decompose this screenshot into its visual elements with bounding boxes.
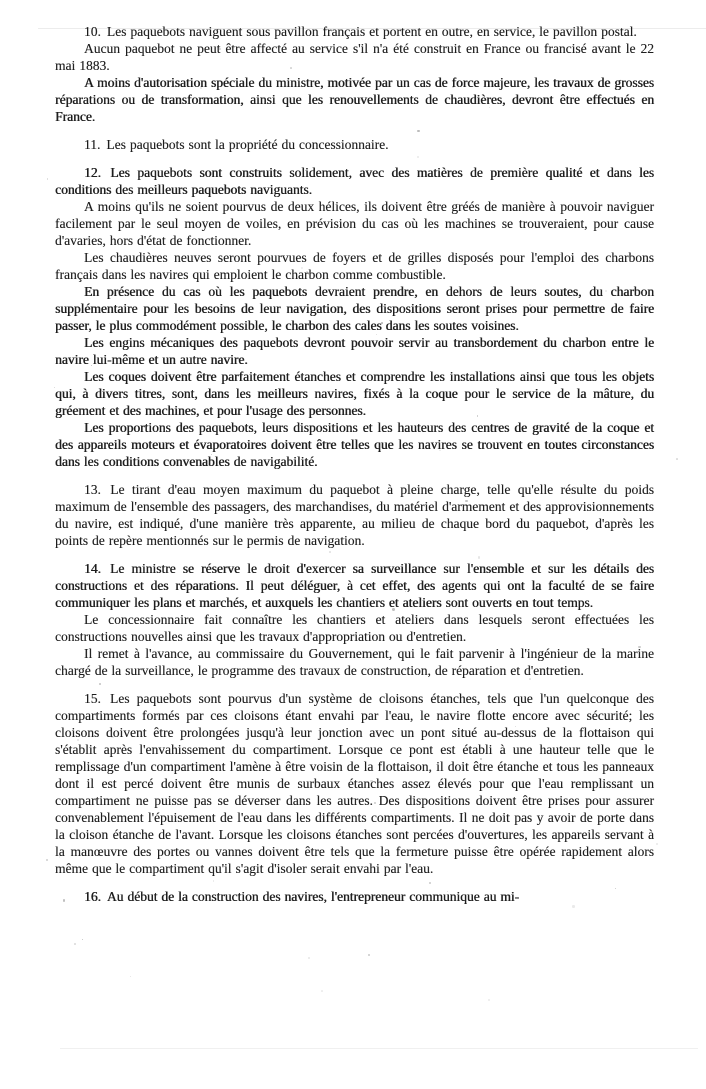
- paragraph: [55, 611, 654, 645]
- paragraph: [55, 74, 654, 125]
- scan-noise-speck: [488, 999, 490, 1001]
- paragraph-text: Au début de la construction des navires, l'entrepreneur communique au mi-: [106, 889, 520, 904]
- scan-noise-speck: [82, 939, 83, 940]
- article-number: 11.: [84, 137, 101, 152]
- paragraph-text: Les engins mécaniques des paquebots devront pouvoir servir au transbordement du charbon entre le navire lui-même et un autre navire.: [55, 335, 654, 367]
- article-number: 14.: [84, 561, 101, 576]
- paragraph: [55, 368, 654, 419]
- paragraph-text: Les paquebots sont construits solidement, avec des matières de première qualité et dans les conditions des meilleurs paquebots naviguants.: [55, 165, 654, 197]
- paragraph-text: A moins qu'ils ne soient pourvus de deux hélices, ils doivent être gréés de manière à pouvoir naviguer facilement par le seul moyen de voiles, en prévision du cas où les machines se trouveraient, pour cause d'avaries, hors d'état de fonctionner.: [55, 199, 654, 248]
- scan-noise-speck: [572, 905, 574, 907]
- scan-noise-speck: [47, 178, 48, 179]
- paragraph: [55, 419, 654, 470]
- paragraph: [55, 690, 654, 877]
- scan-noise-speck: [321, 990, 323, 992]
- paragraph: [55, 283, 654, 334]
- paragraph: [55, 888, 654, 905]
- paragraph-text: Le tirant d'eau moyen maximum du paquebot à pleine charge, telle qu'elle résulte du poids maximum de l'ensemble des passagers, des marchandises, du matériel d'armement et des approvisionnements du navire, est indiqué, d'une manière très apparente, au milieu de chaque bord du paquebot, d'après les points de repère mentionnés sur le permis de navigation.: [55, 482, 654, 548]
- paragraph: [55, 164, 654, 198]
- paragraph: [55, 40, 654, 74]
- scan-edge-artifact-bottom: [60, 1048, 698, 1049]
- paragraph-text: Aucun paquebot ne peut être affecté au service s'il n'a été construit en France ou francisé avant le 22 mai 1883.: [55, 41, 654, 73]
- paragraph-text: Les chaudières neuves seront pourvues de foyers et de grilles disposés pour l'emploi des charbons français dans les navires qui emploient le charbon comme combustible.: [55, 250, 654, 282]
- scan-noise-speck: [46, 859, 48, 861]
- paragraph: [55, 249, 654, 283]
- paragraph: [55, 23, 654, 40]
- paragraph: [55, 334, 654, 368]
- scan-noise-speck: [130, 976, 131, 977]
- paragraph-text: A moins d'autorisation spéciale du ministre, motivée par un cas de force majeure, les travaux de grosses réparations ou de transformation, ainsi que les renouvellements de chaudières, devront être effectués en France.: [55, 75, 654, 124]
- paragraph-text: Il remet à l'avance, au commissaire du Gouvernement, qui le fait parvenir à l'ingénieur de la marine chargé de la surveillance, le programme des travaux de construction, de réparation et d'entretien.: [55, 646, 654, 678]
- paragraph-text: En présence du cas où les paquebots devraient prendre, en dehors de leurs soutes, du charbon supplémentaire pour les besoins de leur navigation, des dispositions seront prises pour permettre de faire passer, le plus commodément possible, le charbon des cales dans les soutes voisines.: [55, 284, 654, 333]
- paragraph: [55, 645, 654, 679]
- article-number: 10.: [84, 24, 101, 39]
- article-number: 12.: [84, 165, 101, 180]
- scan-noise-speck: [74, 943, 76, 945]
- paragraph-text: Les paquebots naviguent sous pavillon français et portent en outre, en service, le pavillon postal.: [106, 24, 637, 39]
- article-number: 15.: [84, 691, 101, 706]
- paragraph-text: Les proportions des paquebots, leurs dispositions et les hauteurs des centres de gravité de la coque et des appareils moteurs et évaporatoires doivent être telles que les navires se trouvent en toutes circonstances dans les conditions convenables de navigabilité.: [55, 420, 654, 469]
- paragraph-text: Les coques doivent être parfaitement étanches et comprendre les installations ainsi que tous les objets qui, à divers titres, sont, dans les meilleurs navires, fixés à la coque pour le service de la mâture, du gréement et des machines, et pour l'usage des personnes.: [55, 369, 654, 418]
- paragraph: [55, 136, 654, 153]
- paragraph: [55, 560, 654, 611]
- article-number: 16.: [84, 889, 101, 904]
- paragraph-text: Le ministre se réserve le droit d'exercer sa surveillance sur l'ensemble et sur les détails des constructions et des réparations. Il peut déléguer, à cet effet, des agents qui ont la faculté de se faire communiquer les plans et marchés, et auxquels les chantiers et ateliers sont ouverts en tout temps.: [55, 561, 654, 610]
- paragraph-text: Le concessionnaire fait connaître les chantiers et ateliers dans lesquels seront effectuées les constructions nouvelles ainsi que les travaux d'appropriation ou d'entretien.: [55, 612, 654, 644]
- scan-noise-speck: [676, 458, 678, 460]
- paragraph: [55, 198, 654, 249]
- document-text-block: [55, 23, 654, 905]
- scan-noise-speck: [656, 843, 658, 845]
- paragraph: [55, 481, 654, 549]
- scan-noise-speck: [308, 957, 310, 959]
- article-number: 13.: [84, 482, 101, 497]
- paragraph-text: Les paquebots sont la propriété du concessionnaire.: [106, 137, 389, 152]
- scan-noise-speck: [368, 954, 370, 956]
- paragraph-text: Les paquebots sont pourvus d'un système de cloisons étanches, tels que l'un quelconque des compartiments formés par ces cloisons étant envahi par l'eau, le navire flotte encore avec sécurité; les cloisons doivent être prolongées jusqu'à leur jonction avec un pont situé au-dessus de la flottaison qui s'établit après l'envahissement du compartiment. Lorsque ce pont est établi à une hauteur telle que le remplissage d'un compartiment l'amène à être voisin de la flottaison, il doit être étanche et tous les panneaux dont il est percé doivent être munis de surbaux étanches assez élevés pour que l'eau remplissant un compartiment ne puisse pas se déverser dans les autres. Des dispositions doivent être prises pour assurer convenablement l'épuisement de l'eau dans les différents compartiments. Il ne doit pas y avoir de porte dans la cloison étanche de l'avant. Lorsque les cloisons étanches sont percées d'ouvertures, les appareils servant à la manœuvre des portes ou vannes doivent être tels que la fermeture puisse être opérée rapidement alors même que le compartiment qu'il s'agit d'isoler serait envahi par l'eau.: [55, 691, 654, 876]
